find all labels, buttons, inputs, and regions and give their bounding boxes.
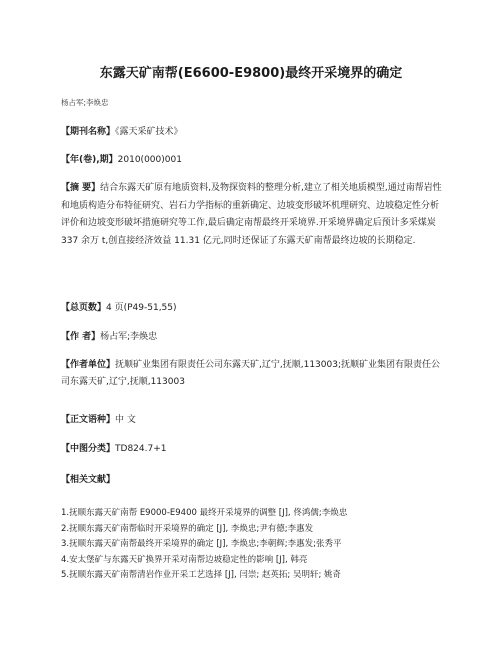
field-value: 结合东露天矿原有地质资料,及物探资料的整理分析,建立了相关地质模型,通过南帮岩性和地质构造分布特征研究、岩石力学指标的重新确定、边坡变形破坏机理研究、边坡稳定性分析评价和边坡变形破坏措施研究等工作,最后确定南帮最终开采境界.开采境界确定后预计多采煤炭 337 余万 t,创直接经济效益 11.31 亿元,同时还保证了东露天矿南帮最终边坡的长期稳定. — [61, 183, 442, 246]
field-value: 《露天采矿技术》 — [115, 127, 183, 137]
field-label: 【正文语种】 — [61, 415, 116, 425]
field-authors — [61, 329, 445, 346]
document-title: 东露天矿南帮(E6600-E9800)最终开采境界的确定 — [99, 66, 403, 81]
field-abstract — [61, 180, 445, 250]
field-label: 【年(卷),期】 — [61, 155, 118, 165]
reference-item: 3.抚顺东露天矿南帮最终开采境界的确定 [J], 李焕忠;李朝辉;李惠发;张秀平 — [61, 539, 342, 549]
field-classification — [61, 441, 445, 458]
field-value: 杨占军;李焕忠 — [100, 332, 158, 342]
field-year-volume-issue — [61, 152, 445, 169]
reference-item: 1.抚顺东露天矿南帮 E9000-E9400 最终开采境界的调整 [J], 佟鸿儒;李焕忠 — [61, 508, 348, 518]
field-label: 【摘 要】 — [61, 183, 101, 193]
reference-item: 2.抚顺东露天矿南帮临时开采境界的确定 [J], 李焕忠;尹有德;李惠发 — [61, 523, 314, 534]
field-label: 【相关文献】 — [61, 475, 116, 485]
references-list — [61, 506, 461, 584]
field-label: 【总页数】 — [61, 303, 107, 313]
field-value: 中 文 — [115, 415, 136, 425]
reference-item: 5.抚顺东露天矿南帮清岩作业开采工艺选择 [J], 闫崇; 赵英拓; 吴明轩; 姚奇 — [61, 570, 342, 580]
field-value: 抚顺矿业集团有限责任公司东露天矿,辽宁,抚顺,113003;抚顺矿业集团有限责任公司东露天矿,辽宁,抚顺,113003 — [61, 360, 440, 387]
field-value: 4 页(P49-51,55) — [106, 303, 177, 313]
field-label: 【作者单位】 — [61, 360, 116, 370]
reference-item: 4.安太堡矿与东露天矿换界开采对南帮边坡稳定性的影响 [J], 韩亮 — [61, 554, 308, 565]
field-author-affiliation — [61, 357, 445, 391]
field-related-literature — [61, 472, 445, 489]
authors-line: 杨占军;李焕忠 — [61, 98, 109, 107]
field-value: 2010(000)001 — [117, 155, 182, 165]
field-journal-name — [61, 124, 445, 141]
field-value: TD824.7+1 — [115, 444, 167, 454]
field-label: 【中图分类】 — [61, 444, 116, 454]
field-language — [61, 412, 445, 429]
field-label: 【期刊名称】 — [61, 127, 116, 137]
field-label: 【作 者】 — [61, 332, 101, 342]
field-total-pages — [61, 300, 445, 317]
